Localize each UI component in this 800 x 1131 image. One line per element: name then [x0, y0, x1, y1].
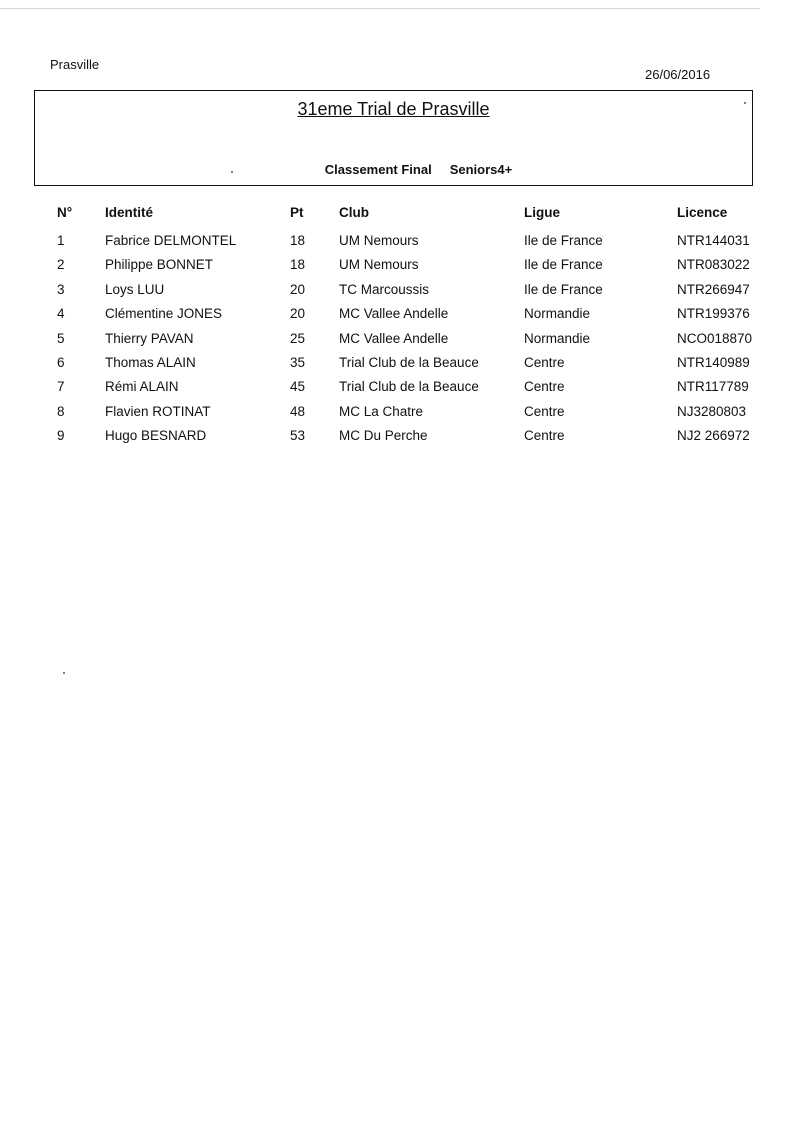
cell-rank: 6 — [57, 355, 65, 370]
cell-licence: NJ3280803 — [677, 403, 747, 419]
scan-speck — [231, 171, 233, 173]
cell-name: Fabrice DELMONTEL — [105, 233, 237, 248]
column-header-club: Club — [339, 205, 369, 220]
cell-points: 35 — [290, 355, 306, 370]
cell-rank: 5 — [57, 330, 65, 346]
table-row — [0, 331, 800, 351]
scan-speck — [744, 102, 746, 104]
cell-name: Thierry PAVAN — [105, 330, 194, 346]
cell-licence: NTR144031 — [677, 233, 750, 248]
location-label: Prasville — [50, 57, 100, 72]
cell-ligue: Normandie — [524, 330, 591, 346]
cell-rank: 8 — [57, 403, 65, 419]
cell-licence: NTR117789 — [677, 379, 749, 395]
cell-name: Flavien ROTINAT — [105, 403, 211, 419]
cell-club: MC Vallee Andelle — [339, 306, 449, 322]
cell-club: MC Vallee Andelle — [339, 330, 449, 346]
cell-rank: 2 — [57, 257, 65, 273]
cell-club: TC Marcoussis — [339, 281, 430, 297]
classement-label: Classement Final — [324, 162, 432, 177]
scan-edge-line — [0, 8, 760, 9]
cell-name: Hugo BESNARD — [105, 428, 207, 444]
cell-rank: 3 — [57, 281, 65, 297]
table-row — [0, 404, 800, 424]
cell-name: Philippe BONNET — [105, 257, 214, 273]
cell-ligue: Centre — [524, 403, 565, 419]
table-row — [0, 355, 800, 375]
scan-speck — [63, 672, 65, 674]
cell-licence: NCO018870 — [677, 330, 753, 346]
cell-points: 45 — [290, 379, 306, 395]
column-header-identite: Identité — [105, 205, 154, 220]
table-row — [0, 257, 800, 277]
title-box — [34, 90, 753, 186]
column-header-ligue: Ligue — [524, 205, 560, 220]
cell-club: UM Nemours — [339, 233, 419, 248]
cell-club: Trial Club de la Beauce — [339, 379, 479, 395]
table-row — [0, 379, 800, 399]
cell-licence: NJ2 266972 — [677, 428, 750, 444]
subtitle — [35, 162, 752, 177]
date-label: 26/06/2016 — [645, 67, 711, 82]
table-header — [0, 205, 800, 225]
cell-name: Thomas ALAIN — [105, 355, 196, 370]
cell-points: 18 — [290, 257, 306, 273]
cell-ligue: Centre — [524, 428, 565, 444]
cell-rank: 4 — [57, 306, 65, 322]
cell-ligue: Centre — [524, 379, 565, 395]
cell-points: 18 — [290, 233, 306, 248]
table-row — [0, 306, 800, 326]
cell-points: 53 — [290, 428, 306, 444]
cell-name: Loys LUU — [105, 281, 165, 297]
cell-club: UM Nemours — [339, 257, 419, 273]
table-row — [0, 282, 800, 302]
cell-licence: NTR199376 — [677, 306, 750, 322]
cell-name: Clémentine JONES — [105, 306, 223, 322]
cell-licence: NTR266947 — [677, 281, 750, 297]
cell-ligue: Centre — [524, 355, 565, 370]
cell-ligue: Ile de France — [524, 257, 603, 273]
cell-licence: NTR140989 — [677, 355, 750, 370]
cell-name: Rémi ALAIN — [105, 379, 179, 395]
cell-points: 48 — [290, 403, 306, 419]
cell-club: MC Du Perche — [339, 428, 428, 444]
category-label: Seniors4+ — [449, 162, 513, 177]
cell-licence: NTR083022 — [677, 257, 750, 273]
cell-rank: 7 — [57, 379, 65, 395]
cell-points: 20 — [290, 281, 306, 297]
cell-rank: 1 — [57, 233, 65, 248]
cell-club: MC La Chatre — [339, 403, 424, 419]
cell-ligue: Ile de France — [524, 233, 603, 248]
cell-ligue: Normandie — [524, 306, 591, 322]
table-row — [0, 428, 800, 448]
cell-ligue: Ile de France — [524, 281, 603, 297]
cell-rank: 9 — [57, 428, 65, 444]
page-title: 31eme Trial de Prasville — [297, 99, 490, 119]
cell-points: 25 — [290, 330, 306, 346]
column-header-licence: Licence — [677, 205, 728, 220]
table-row — [0, 233, 800, 253]
column-header-no: N° — [57, 205, 73, 220]
column-header-pt: Pt — [290, 205, 304, 220]
cell-points: 20 — [290, 306, 306, 322]
cell-club: Trial Club de la Beauce — [339, 355, 479, 370]
